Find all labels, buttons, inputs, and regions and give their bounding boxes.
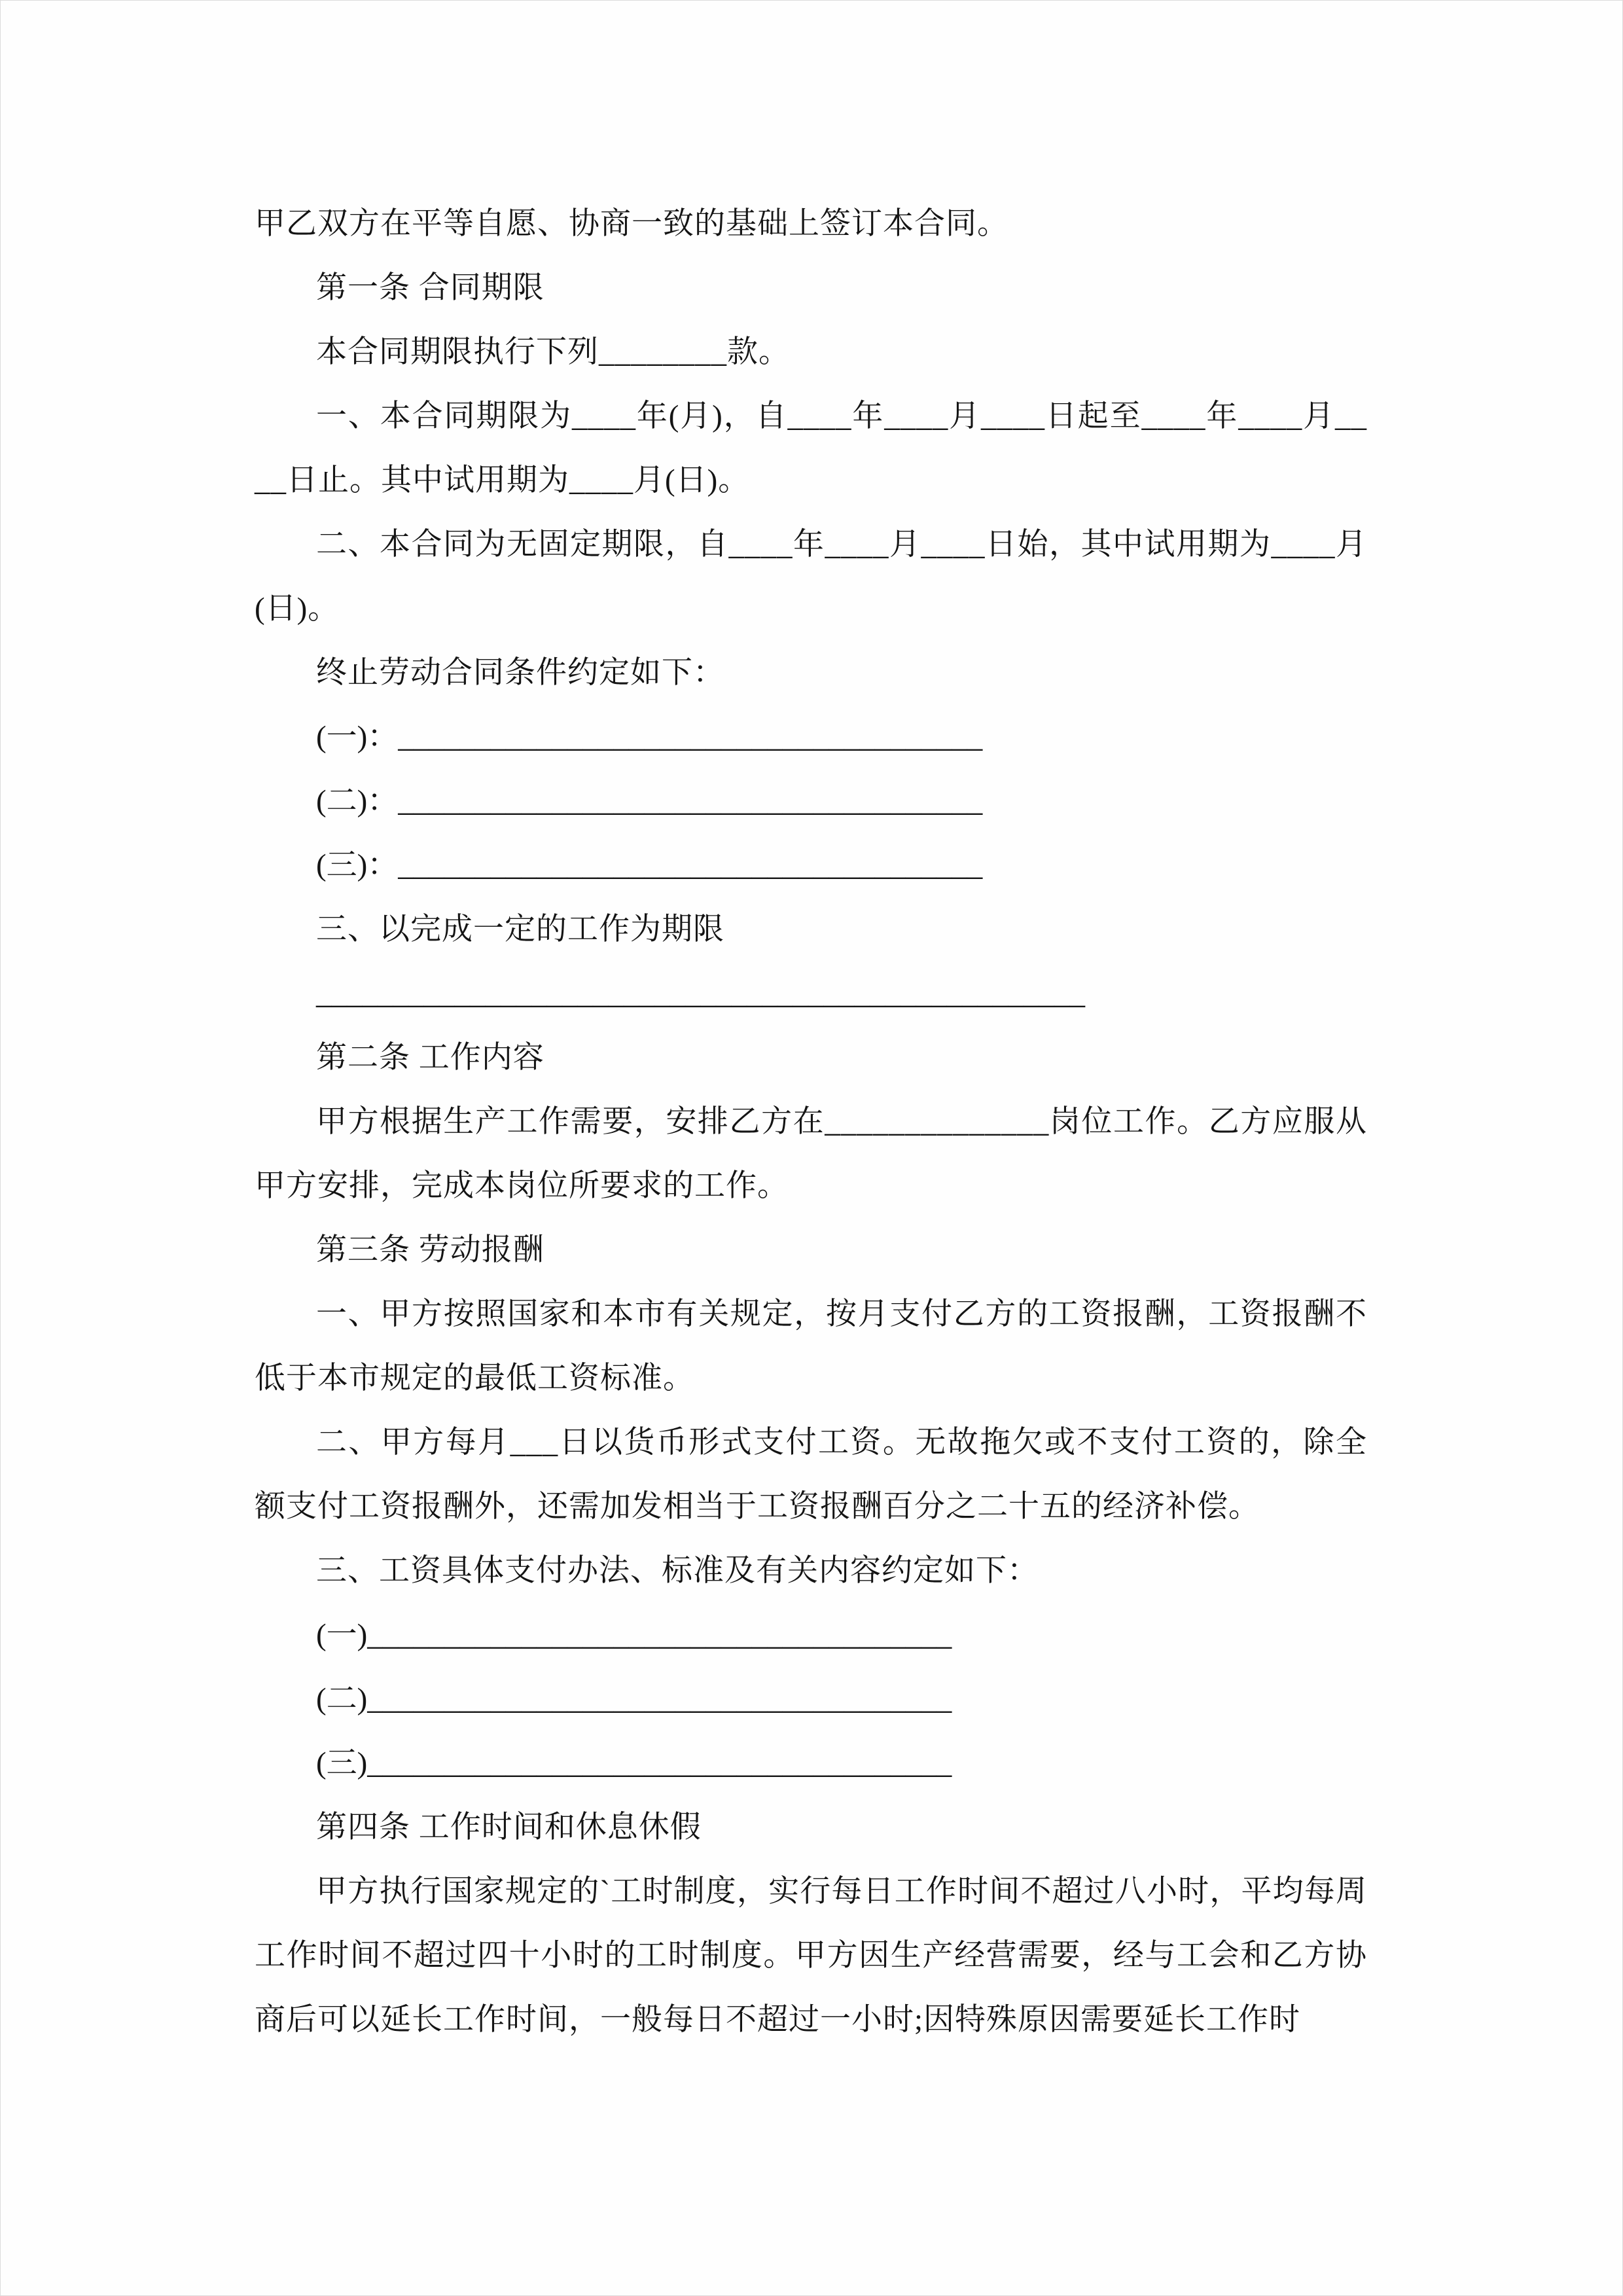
paragraph-termination-intro: 终止劳动合同条件约定如下：: [316, 656, 724, 690]
paragraph-pay-standard: 一、甲方按照国家和本市有关规定，按月支付乙方的工资报酬，工资报酬不低于本市规定的最低工资标准。: [255, 1297, 1367, 1395]
heading-clause-2: 第二条 工作内容: [316, 1041, 544, 1075]
heading-clause-1: 第一条 合同期限: [316, 271, 544, 305]
blank-item-pay-3: (三)______________________________________: [316, 1746, 952, 1780]
heading-clause-4: 第四条 工作时间和休息休假: [316, 1810, 702, 1844]
paragraph-intro-continuation: 甲乙双方在平等自愿、协商一致的基础上签订本合同。: [255, 207, 1008, 241]
contract-body: [255, 192, 1367, 2052]
paragraph-work-content: 甲方根据生产工作需要，安排乙方在______________岗位工作。乙方应服从甲方安排，完成本岗位所要求的工作。: [255, 1105, 1367, 1203]
blank-line-task-term: __________________________________________________: [316, 977, 1085, 1011]
paragraph-pay-method-intro: 三、工资具体支付办法、标准及有关内容约定如下：: [316, 1554, 1039, 1588]
heading-clause-3: 第三条 劳动报酬: [316, 1233, 544, 1267]
blank-item-termination-3: (三)：______________________________________: [316, 848, 983, 882]
paragraph-term-option: 本合同期限执行下列________款。: [316, 335, 790, 369]
paragraph-fixed-term: 一、本合同期限为____年(月)，自____年____月____日起至____年____月____日止。其中试用期为____月(日)。: [255, 399, 1367, 497]
paragraph-work-hours: 甲方执行国家规定的`工时制度，实行每日工作时间不超过八小时，平均每周工作时间不超过四十小时的工时制度。甲方因生产经营需要，经与工会和乙方协商后可以延长工作时间，一般每日不超过一小时;因特殊原因需要延长工作时: [255, 1874, 1367, 2037]
paragraph-open-term: 二、本合同为无固定期限，自____年____月____日始，其中试用期为____月(日)。: [255, 528, 1367, 626]
blank-item-pay-1: (一)______________________________________: [316, 1618, 952, 1652]
blank-item-termination-1: (一)：______________________________________: [316, 720, 983, 754]
paragraph-task-term: 三、以完成一定的工作为期限: [316, 912, 724, 946]
paragraph-pay-date: 二、甲方每月___日以货币形式支付工资。无故拖欠或不支付工资的，除全额支付工资报酬外，还需加发相当于工资报酬百分之二十五的经济补偿。: [255, 1426, 1367, 1524]
blank-item-termination-2: (二)：______________________________________: [316, 784, 983, 818]
blank-item-pay-2: (二)______________________________________: [316, 1682, 952, 1716]
